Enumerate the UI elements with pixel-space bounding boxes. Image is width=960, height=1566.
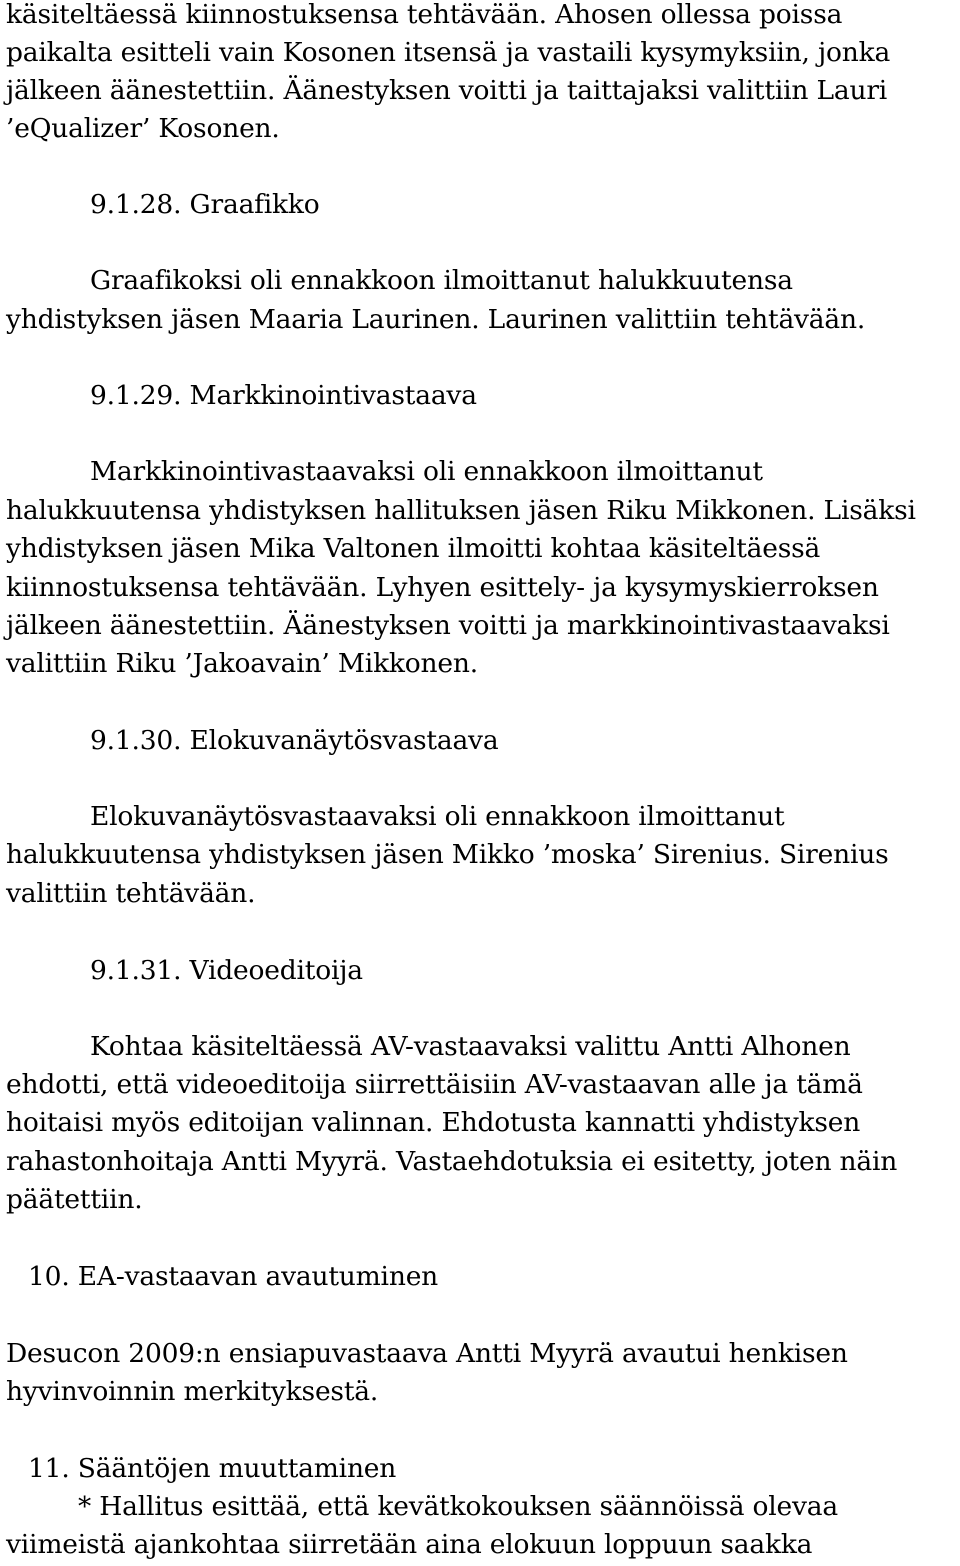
paragraph-line: jälkeen äänestettiin. Äänestyksen voitti ja markkinointivastaavaksi [6, 610, 890, 641]
paragraph-line: Desucon 2009:n ensiapuvastaava Antti Myyrä avautui henkisen [6, 1338, 848, 1369]
paragraph-line: viimeistä ajankohtaa siirretään aina elokuun loppuun saakka [6, 1529, 813, 1560]
paragraph-line: Graafikoksi oli ennakkoon ilmoittanut halukkuutensa [90, 265, 793, 296]
paragraph-line: halukkuutensa yhdistyksen hallituksen jäsen Riku Mikkonen. Lisäksi [6, 495, 916, 526]
paragraph-line: ’eQualizer’ Kosonen. [6, 113, 280, 144]
paragraph-line: rahastonhoitaja Antti Myyrä. Vastaehdotuksia ei esitetty, joten näin [6, 1146, 898, 1177]
paragraph-line: Elokuvanäytösvastaavaksi oli ennakkoon ilmoittanut [90, 801, 785, 832]
section-heading: 9.1.30. Elokuvanäytösvastaava [90, 725, 499, 756]
section-heading: 11. Sääntöjen muuttaminen [28, 1453, 397, 1484]
section-heading: 9.1.28. Graafikko [90, 189, 320, 220]
section-heading: 10. EA-vastaavan avautuminen [28, 1261, 439, 1292]
paragraph-line: ehdotti, että videoeditoija siirrettäisiin AV-vastaavan alle ja tämä [6, 1069, 863, 1100]
paragraph-line: paikalta esitteli vain Kosonen itsensä ja vastaili kysymyksiin, jonka [6, 37, 891, 68]
paragraph-line: yhdistyksen jäsen Maaria Laurinen. Laurinen valittiin tehtävään. [6, 304, 866, 335]
paragraph-line: Kohtaa käsiteltäessä AV-vastaavaksi valittu Antti Alhonen [90, 1031, 851, 1062]
paragraph-line: hyvinvoinnin merkityksestä. [6, 1376, 379, 1407]
paragraph-line: valittiin Riku ’Jakoavain’ Mikkonen. [6, 648, 478, 679]
paragraph-line: Markkinointivastaavaksi oli ennakkoon ilmoittanut [90, 456, 763, 487]
paragraph-line: * Hallitus esittää, että kevätkokouksen säännöissä olevaa [78, 1491, 838, 1522]
paragraph-line: kiinnostuksensa tehtävään. Lyhyen esittely- ja kysymyskierroksen [6, 572, 879, 603]
paragraph-line: yhdistyksen jäsen Mika Valtonen ilmoitti kohtaa käsiteltäessä [6, 533, 821, 564]
paragraph-line: käsiteltäessä kiinnostuksensa tehtävään. Ahosen ollessa poissa [6, 0, 843, 30]
section-heading: 9.1.31. Videoeditoija [90, 955, 363, 986]
paragraph-line: jälkeen äänestettiin. Äänestyksen voitti ja taittajaksi valittiin Lauri [6, 75, 888, 106]
paragraph-line: halukkuutensa yhdistyksen jäsen Mikko ’moska’ Sirenius. Sirenius [6, 839, 889, 870]
paragraph-line: valittiin tehtävään. [6, 878, 256, 909]
paragraph-line: hoitaisi myös editoijan valinnan. Ehdotusta kannatti yhdistyksen [6, 1107, 861, 1138]
section-heading: 9.1.29. Markkinointivastaava [90, 380, 477, 411]
paragraph-line: päätettiin. [6, 1184, 143, 1215]
